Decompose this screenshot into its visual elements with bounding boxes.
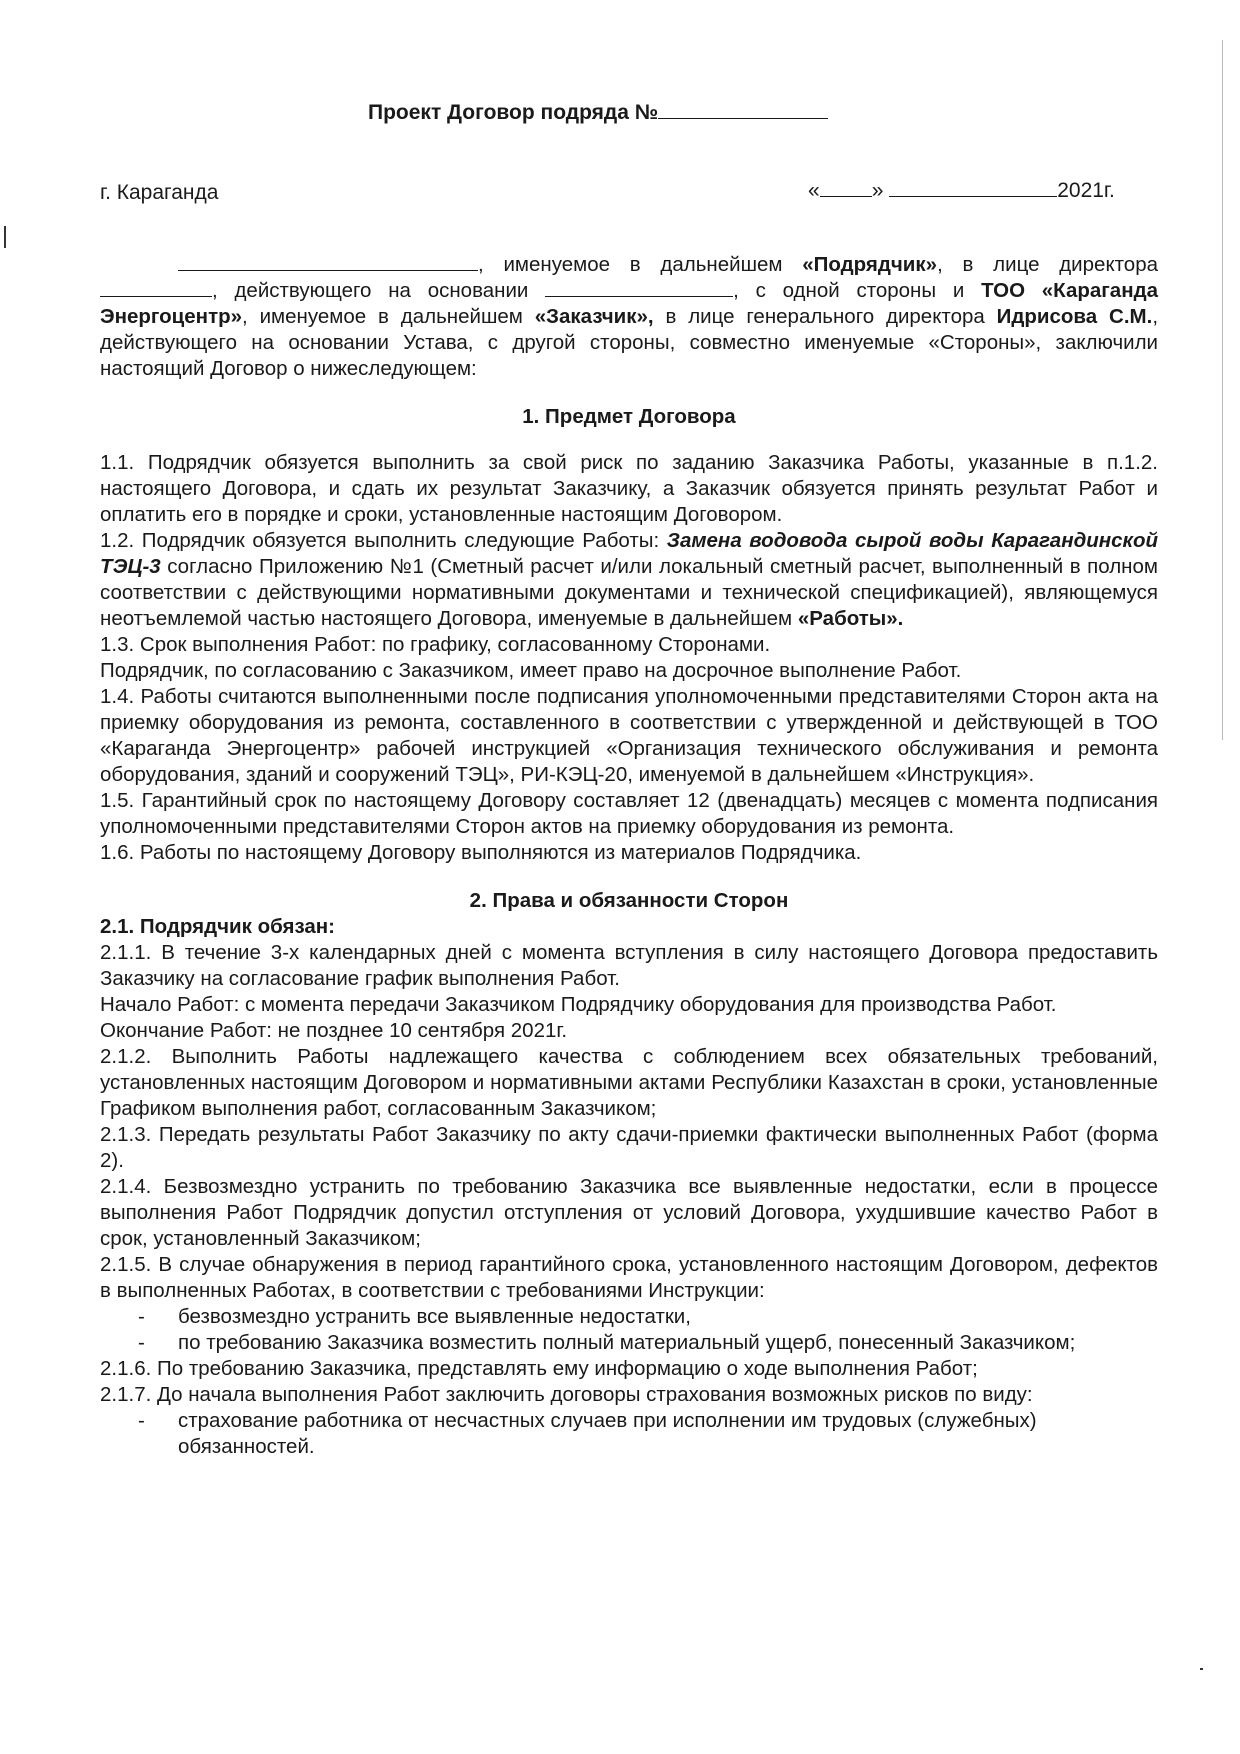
clause-1-5: 1.5. Гарантийный срок по настоящему Договору составляет 12 (двенадцать) месяцев с момента подписания уполномоченными представителями Сторон актов на приемку оборудования из ремонта. xyxy=(100,789,1158,838)
clause-1-4: 1.4. Работы считаются выполненными после подписания уполномоченными представителями Сторон акта на приемку оборудования из ремонта, составленного в соответствии с утвержденной и действующей в ТОО «Караганда Энергоцентр» рабочей инструкцией «Организация технического обслуживания и ремонта оборудования, зданий и сооружений ТЭЦ», РИ-КЭЦ-20, именуемой в дальнейшем «Инструкция». xyxy=(100,685,1158,786)
list-item xyxy=(100,1330,1158,1356)
works-name: Замена водовода сырой воды Карагандинской ТЭЦ-3 xyxy=(100,529,1158,578)
list-item-text: по требованию Заказчика возместить полный материальный ущерб, понесенный Заказчиком; xyxy=(178,1331,1076,1354)
basis-blank xyxy=(545,279,733,297)
preamble xyxy=(100,252,1158,382)
preamble-text: , в лице директора xyxy=(937,253,1158,276)
section-1-heading: 1. Предмет Договора xyxy=(522,405,736,428)
clause-2-1-1-end: Окончание Работ: не позднее 10 сентября 2021г. xyxy=(100,1019,568,1042)
list-item xyxy=(100,1408,1158,1460)
section-2-heading: 2. Права и обязанности Сторон xyxy=(469,889,789,912)
title-text: Проект Договор подряда № xyxy=(368,101,659,124)
city: г. Караганда xyxy=(100,181,219,204)
customer-term: «Заказчик», xyxy=(534,305,654,328)
list-item-text: страхование работника от несчастных случаев при исполнении им трудовых (служебных) обязанностей. xyxy=(178,1409,1037,1458)
clause-1-2 xyxy=(100,528,1158,632)
preamble-text: , действующего на основании Устава, с другой стороны, совместно именуемые «Стороны», заключили настоящий Договор о нижеследующем: xyxy=(100,305,1159,380)
clause-1-3: 1.3. Срок выполнения Работ: по графику, согласованному Сторонами. xyxy=(100,633,771,656)
clause-2-1-6: 2.1.6. По требованию Заказчика, представлять ему информацию о ходе выполнения Работ; xyxy=(100,1357,978,1380)
clause-2-1-1: 2.1.1. В течение 3-х календарных дней с момента вступления в силу настоящего Договора предоставить Заказчику на согласование график выполнения Работ. xyxy=(100,941,1158,990)
contract-number-blank xyxy=(658,100,828,119)
clause-1-6: 1.6. Работы по настоящему Договору выполняются из материалов Подрядчика. xyxy=(100,841,862,864)
clause-1-3-note: Подрядчик, по согласованию с Заказчиком, имеет право на досрочное выполнение Работ. xyxy=(100,659,962,682)
preamble-text: , именуемое в дальнейшем xyxy=(478,253,803,276)
dash-bullet: - xyxy=(138,1331,145,1354)
scan-artifact xyxy=(1200,1668,1203,1670)
clause-2-1-3: 2.1.3. Передать результаты Работ Заказчику по акту сдачи-приемки фактически выполненных Работ (форма 2). xyxy=(100,1123,1158,1172)
customer-company: ТОО «Караганда Энергоцентр» xyxy=(100,279,1158,328)
preamble-text: в лице генерального директора xyxy=(653,305,997,328)
list-item-text: безвозмездно устранить все выявленные недостатки, xyxy=(178,1305,691,1328)
clause-2-1-4: 2.1.4. Безвозмездно устранить по требованию Заказчика все выявленные недостатки, если в процессе выполнения Работ Подрядчик допустил отступления от условий Договора, ухудшившие качество Работ в срок, установленный Заказчиком; xyxy=(100,1175,1158,1250)
document-body xyxy=(100,252,1158,1460)
clause-2-1-5-list xyxy=(100,1304,1158,1356)
subsection-2-1: 2.1. Подрядчик обязан: xyxy=(100,915,335,938)
director-name: Идрисова С.М. xyxy=(996,305,1153,328)
dash-bullet: - xyxy=(138,1305,145,1328)
contractor-term: «Подрядчик» xyxy=(802,253,938,276)
document-title xyxy=(368,100,828,125)
preamble-text: , именуемое в дальнейшем xyxy=(242,305,535,328)
clause-2-1-1-start: Начало Работ: с момента передачи Заказчиком Подрядчику оборудования для производства Работ. xyxy=(100,993,1057,1016)
clause-2-1-5: 2.1.5. В случае обнаружения в период гарантийного срока, установленного настоящим Договором, дефектов в выполненных Работах, в соответствии с требованиями Инструкции: xyxy=(100,1253,1158,1302)
date-line xyxy=(808,178,1115,203)
clause-1-1: 1.1. Подрядчик обязуется выполнить за свой риск по заданию Заказчика Работы, указанные в п.1.2. настоящего Договора, и сдать их результат Заказчику, а Заказчик обязуется принять результат Работ и оплатить его в порядке и сроки, установленные настоящим Договором. xyxy=(100,451,1158,526)
dash-bullet: - xyxy=(138,1409,145,1432)
contractor-name-blank xyxy=(178,253,478,271)
list-item xyxy=(100,1304,1158,1330)
clause-text: 1.2. Подрядчик обязуется выполнить следующие Работы: xyxy=(100,529,667,552)
clause-text: согласно Приложению №1 (Сметный расчет и/или локальный сметный расчет, выполненный в полном соответствии с действующими нормативными документами и технической спецификацией), являющемуся неотъемлемой частью настоящего Договора, именуемые в дальнейшем xyxy=(100,555,1158,630)
clause-2-1-7: 2.1.7. До начала выполнения Работ заключить договоры страхования возможных рисков по виду: xyxy=(100,1383,1033,1406)
clause-2-1-2: 2.1.2. Выполнить Работы надлежащего качества с соблюдением всех обязательных требований, установленных настоящим Договором и нормативными актами Республики Казахстан в сроки, установленные Графиком выполнения работ, согласованным Заказчиком; xyxy=(100,1045,1158,1120)
month-blank xyxy=(889,178,1057,197)
director-blank xyxy=(100,279,212,297)
date-year: 2021г. xyxy=(1057,179,1115,202)
date-quote-open: « xyxy=(808,179,820,202)
clause-2-1-7-list xyxy=(100,1408,1158,1460)
date-quote-close: » xyxy=(871,179,884,202)
works-term: «Работы». xyxy=(797,607,904,630)
preamble-text: , с одной стороны и xyxy=(733,279,982,302)
preamble-text: , действующего на основании xyxy=(212,279,546,302)
scan-artifact xyxy=(4,226,6,248)
scan-artifact xyxy=(1222,40,1223,740)
day-blank xyxy=(820,178,872,197)
